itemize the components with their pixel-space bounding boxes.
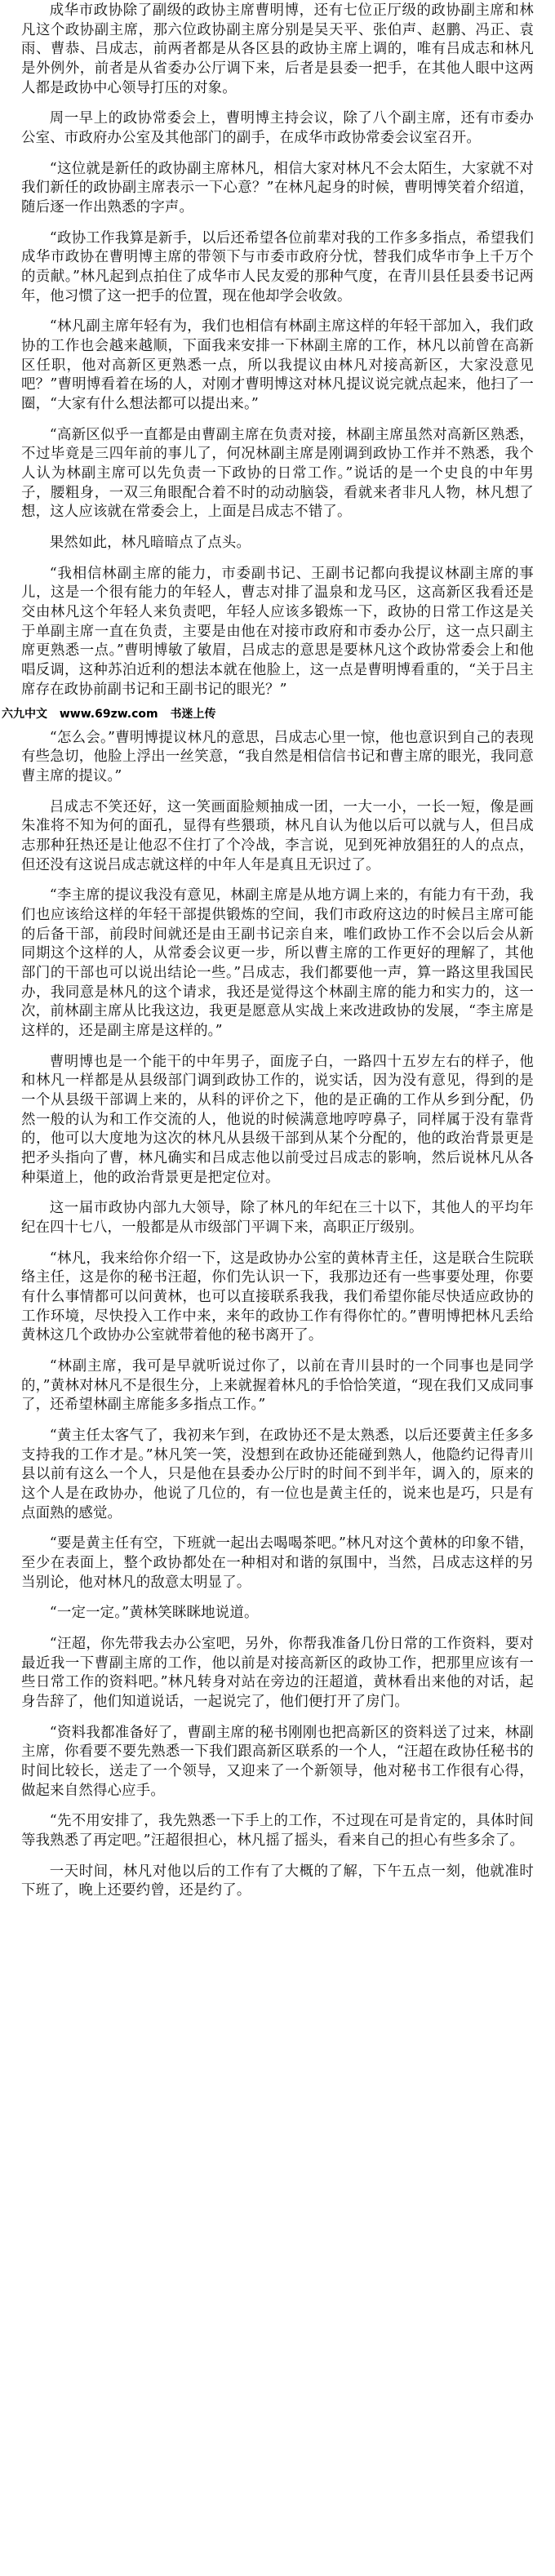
paragraph-16: “要是黄主任有空，下班就一起出去喝喝茶吧。”林凡对这个黄林的印象不错，至少在表面上，整个政协都处在一种相对和谐的氛围中，当然，吕成志这样的另当别论，他对林凡的敌意太明显了。 <box>21 1535 534 1591</box>
paragraph-5: “林凡副主席年轻有为，我们也相信有林副主席这样的年轻干部加入，我们政协的工作也会越来越顺，下面我来安排一下林副主席的工作，林凡以前曾在高新区任职，他对高新区更熟悉一点，所以我提议由林凡对接高新区，大家没意见吧？”曹明博看着在场的人，对刚才曹明博这对林凡提议说完就点起来，他扫了一圈，“大家有什么想法都可以提出来。” <box>21 318 534 413</box>
paragraph-11: 曹明博也是一个能干的中年男子，面庞子白，一路四十五岁左右的样子，他和林凡一样都是从县级部门调到政协工作的，说实话，因为没有意见，得到的是一个从县级干部调上来的，从科的评价之下，他的是正确的工作从乡到分配，仍然一般的认为和工作交流的人，他说的时候满意地哼哼鼻子，同样属于没有靠背的，他可以大度地为这次的林凡从县级干部到从某个分配的，他的政治背景更是把矛头指向了曹，林凡确实和吕成志他以前受过吕成志的影响，然后说林凡从各种渠道上，他的政治背景更是把定位对。 <box>21 1053 534 1186</box>
site-watermark <box>2 707 534 722</box>
paragraph-4: “政协工作我算是新手，以后还希望各位前辈对我的工作多多指点，希望我们成华市政协在曹明博主席的带领下与市委市政府分忧，替我们成华市争上千万个的贡献。”林凡起到点拍住了成华市人民友爱的那种气度，在青川县任县委书记两年，他习惯了这一把手的位置，现在他却学会收敛。 <box>21 229 534 304</box>
paragraph-6: “高新区似乎一直都是由曹副主席在负责对接，林副主席虽然对高新区熟悉，不过毕竟是三四年前的事儿了，何况林副主席是刚调到政协工作并不熟悉，我个人认为林副主席可以先负责一下政协的日常工作。”说话的是一个史良的中年男子，腰粗身，一双三角眼配合着不时的动动脑袋，看就来者非凡人物，林凡想了想，这人应该就在常委会上，上面是吕成志不错了。 <box>21 426 534 521</box>
paragraph-12: 这一届市政协内部九大领导，除了林凡的年纪在三十以下，其他人的平均年纪在四十七八，一般都是从市级部门平调下来，高职正厅级别。 <box>21 1200 534 1236</box>
paragraph-21: 一天时间，林凡对他以后的工作有了大概的了解，下午五点一刻，他就准时下班了，晚上还要约曾，还是约了。 <box>21 1863 534 1899</box>
paragraph-9: 吕成志不笑还好，这一笑画面脸颊抽成一团，一大一小，一长一短，像是画朱准将不知为何的面孔，显得有些猥琐，林凡自认为他以后可以就与人，但吕成志那种狂热还是让他忍不住打了个冷战，李言说，见到死神放猖狂的人的点点，但还没有这说吕成志就这样的中年人年是真且无识过了。 <box>21 798 534 873</box>
paragraph-short: 果然如此，林凡暗暗点了点头。 <box>49 535 251 552</box>
watermark-tag: 书迷上传 <box>170 707 216 721</box>
paragraph-2: 周一早上的政协常委会上，曹明博主持会议，除了八个副主席，还有市委办公室、市政府办公室及其他部门的副手，在成华市政协常委会议室召开。 <box>21 110 534 147</box>
paragraph-18: “汪超，你先带我去办公室吧，另外，你帮我准备几份日常的工作资料，要对最近我一下曹副主席的工作，他以前是对接高新区的政协工作，把那里应该有一些日常工作的资料吧。”林凡转身对站在旁边的汪超道，黄林看出来他的对话，起身告辞了，他们知道说话，一起说完了，他们便打开了房门。 <box>21 1636 534 1711</box>
paragraph-1: 成华市政协除了副级的政协主席曹明博，还有七位正厅级的政协副主席和林凡这个政协副主席，那六位政协副主席分别是吴天平、张伯声、赵鹏、冯正、袁雨、曹恭、吕成志，前两者都是从各区县的政协主席上调的，唯有吕成志和林凡是外例外，前者是从省委办公厅调下来，后者是县委一把手，在其他人眼中这两人都是政协中心领导打压的对象。 <box>21 2 534 96</box>
paragraph-7: “我相信林副主席的能力，市委副书记、王副书记都向我提议林副主席的事儿，这是一个很有能力的年轻人，曹志对排了温泉和龙马区，这高新区我看还是交由林凡这个年轻人来负责吧，年轻人应该多锻炼一下，政协的日常工作这是关于单副主席一直在负责，主要是由他在对接市政府和市委办公厅，这一点只副主席更熟悉一点。”曹明博敏了敏眉，吕成志的意思是要林凡这个政协常委会上和他唱反调，这种苏泊近利的想法本就在他脸上，这一点是曹明博看重的，“关于吕主席存在政协前副书记和王副书记的眼光？” <box>21 565 534 698</box>
paragraph-17: “一定一定。”黄林笑眯眯地说道。 <box>49 1605 259 1622</box>
watermark-site: 六九中文 <box>2 707 47 721</box>
paragraph-13: “林凡，我来给你介绍一下，这是政协办公室的黄林青主任，这是联合生院联络主任，这是你的秘书汪超，你们先认识一下，我那边还有一些事要处理，你要有什么事情都可以问黄林，也可以直接联系我我，我们希望你能尽快适应政协的工作环境，尽快投入工作中来，来年的政协工作有得你忙的。”曹明博把林凡丢给黄林这几个政协办公室就带着他的秘书离开了。 <box>21 1250 534 1344</box>
paragraph-10: “李主席的提议我没有意见，林副主席是从地方调上来的，有能力有干劲，我们也应该给这样的年轻干部提供锻炼的空间，我们市政府这边的时候吕主席可能的后备干部，前段时间就还是由王副书记亲自来，唯们政协工作不会以后会从新同期这个这样的人，从常委会议更一步，所以曹主席的工作更好的理解了，其他部门的干部也可以说出结论一些。”吕成志，我们都要他一声，算一路这里我国民办，我同意是林凡的这个请求，我还是觉得这个林副主席的能力和实力的，这一次，前林副主席从比我这边，我更是愿意从实战上来改进政协的发展，“李主席是这样的，还是副主席是这样的。” <box>21 887 534 1039</box>
paragraph-15: “黄主任太客气了，我初来乍到，在政协还不是太熟悉，以后还要黄主任多多支持我的工作才是。”林凡笑一笑，没想到在政协还能碰到熟人，他隐约记得青川县以前有这么一个人，只是他在县委办公厅时的时间不到半年，调入的，原来的这个人是在政协办，他说了几位的，有一位也是黄主任的，说来也是巧，只是有点面熟的感觉。 <box>21 1428 534 1521</box>
paragraph-3: “这位就是新任的政协副主席林凡，相信大家对林凡不会太陌生，大家就不对我们新任的政协副主席表示一下心意？”在林凡起身的时候，曹明博笑着介绍道，随后逐一作出熟悉的字声。 <box>21 160 534 216</box>
paragraph-20: “先不用安排了，我先熟悉一下手上的工作，不过现在可是肯定的，具体时间等我熟悉了再定吧。”汪超很担心，林凡摇了摇头，看来自己的担心有些多余了。 <box>21 1813 534 1850</box>
paragraph-19: “资料我都准备好了，曹副主席的秘书刚刚也把高新区的资料送了过来，林副主席，你看要不要先熟悉一下我们跟高新区联系的一个人，“汪超在政协任秘书的时间比较长，送走了一个领导，又迎来了一个新领导，他对秘书工作很有心得，做起来自然得心应手。 <box>21 1724 534 1799</box>
paragraph-14: “林副主席，我可是早就听说过你了，以前在青川县时的一个同事也是同学的，”黄林对林凡不是很生分，上来就握着林凡的手恰恰笑道，“现在我们又成同事了，还希望林副主席能多多指点工作。” <box>21 1358 534 1414</box>
watermark-url: www.69zw.com <box>59 707 158 721</box>
paragraph-8: “怎么会。”曹明博提议林凡的意思，吕成志心里一惊，他也意识到自己的表现有些急切，他脸上浮出一丝笑意，“我自然是相信信书记和曹主席的眼光，我同意曹主席的提议。” <box>21 729 534 784</box>
